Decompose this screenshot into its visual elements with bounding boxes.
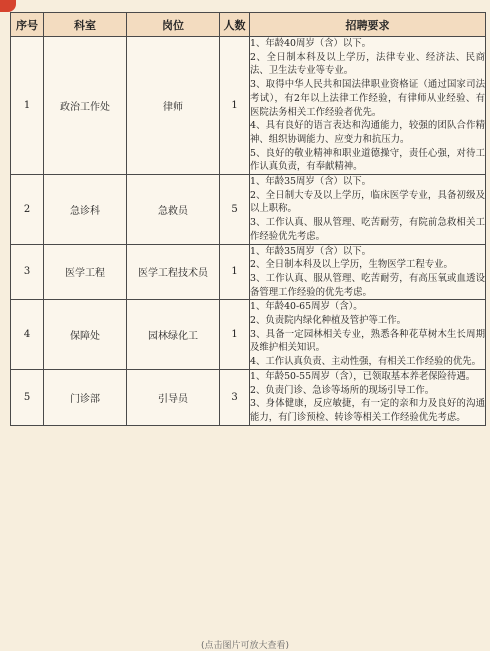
table-row: [11, 300, 486, 370]
requirement-item: 2、负责院内绿化种植及管护等工作。: [250, 315, 406, 327]
zoom-hint-caption: (点击图片可放大查看): [200, 641, 290, 651]
table-row: [11, 244, 486, 300]
requirement-item: 3、取得中华人民共和国法律职业资格证（通过国家司法考试），有2年以上法律工作经验，有律师从业经验、有医院法务相关工作经验者优先。: [250, 79, 485, 118]
table-row: [11, 369, 486, 425]
requirement-item: 5、良好的敬业精神和职业道德操守，责任心强，对待工作认真负责，有奉献精神。: [250, 147, 485, 173]
cell-requirements: [250, 37, 486, 175]
requirement-item: 3、身体健康，反应敏捷，有一定的亲和力及良好的沟通能力，有门诊预检、转诊等相关工作经验优先考虑。: [250, 398, 485, 423]
cell-seq: 1: [11, 37, 44, 175]
header-dept: 科室: [44, 13, 127, 37]
cell-dept: 急诊科: [44, 175, 127, 245]
corner-badge: [0, 0, 16, 12]
cell-count: 1: [220, 300, 250, 370]
requirement-item: 1、年龄35周岁（含）以下。: [250, 176, 372, 188]
requirement-item: 1、年龄50-55周岁（含），已领取基本养老保险待遇。: [250, 370, 476, 382]
cell-requirements: [250, 300, 486, 370]
cell-position: 医学工程技术员: [127, 244, 220, 300]
requirement-item: 2、全日制本科及以上学历，法律专业、经济法、民商法、卫生法专业等专业。: [250, 51, 485, 77]
cell-seq: 2: [11, 175, 44, 245]
cell-position: 引导员: [127, 369, 220, 425]
cell-requirements: [250, 369, 486, 425]
cell-count: 1: [220, 244, 250, 300]
header-seq: 序号: [11, 13, 44, 37]
cell-dept: 保障处: [44, 300, 127, 370]
header-position: 岗位: [127, 13, 220, 37]
requirement-item: 4、具有良好的语言表达和沟通能力，较强的团队合作精神、组织协调能力、应变力和抗压力。: [250, 120, 485, 145]
cell-seq: 3: [11, 244, 44, 300]
recruitment-table: [10, 12, 486, 426]
cell-dept: 政治工作处: [44, 37, 127, 175]
requirement-item: 4、工作认真负责、主动性强，有相关工作经验的优先。: [250, 356, 481, 368]
requirement-item: 3、工作认真、服从管理、吃苦耐劳，有院前急救相关工作经验优先考虑。: [250, 217, 485, 242]
cell-position: 律师: [127, 37, 220, 175]
cell-requirements: [250, 244, 486, 300]
requirement-item: 2、全日制本科及以上学历，生物医学工程专业。: [250, 259, 453, 271]
cell-count: 1: [220, 37, 250, 175]
header-requirements: 招聘要求: [250, 13, 486, 37]
requirement-item: 1、年龄40-65周岁（含）。: [250, 301, 363, 313]
cell-count: 5: [220, 175, 250, 245]
cell-dept: 医学工程: [44, 244, 127, 300]
cell-dept: 门诊部: [44, 369, 127, 425]
cell-seq: 5: [11, 369, 44, 425]
cell-seq: 4: [11, 300, 44, 370]
table-header-row: [11, 13, 486, 37]
table-row: [11, 37, 486, 175]
header-count: 人数: [220, 13, 250, 37]
requirement-item: 2、负责门诊、急诊等场所的现场引导工作。: [250, 384, 435, 396]
requirement-item: 3、具备一定园林相关专业，熟悉各种花草树木生长周期及维护相关知识。: [250, 328, 485, 354]
cell-position: 急救员: [127, 175, 220, 245]
cell-requirements: [250, 175, 486, 245]
table-row: [11, 175, 486, 245]
requirement-item: 2、全日制大专及以上学历，临床医学专业，具备初级及以上职称。: [250, 189, 485, 215]
requirement-item: 3、工作认真、服从管理、吃苦耐劳，有高压氧或血透设备管理工作经验的优先考虑。: [250, 272, 485, 298]
requirement-item: 1、年龄40周岁（含）以下。: [250, 38, 372, 49]
cell-count: 3: [220, 369, 250, 425]
requirement-item: 1、年龄35周岁（含）以下。: [250, 245, 372, 257]
cell-position: 园林绿化工: [127, 300, 220, 370]
